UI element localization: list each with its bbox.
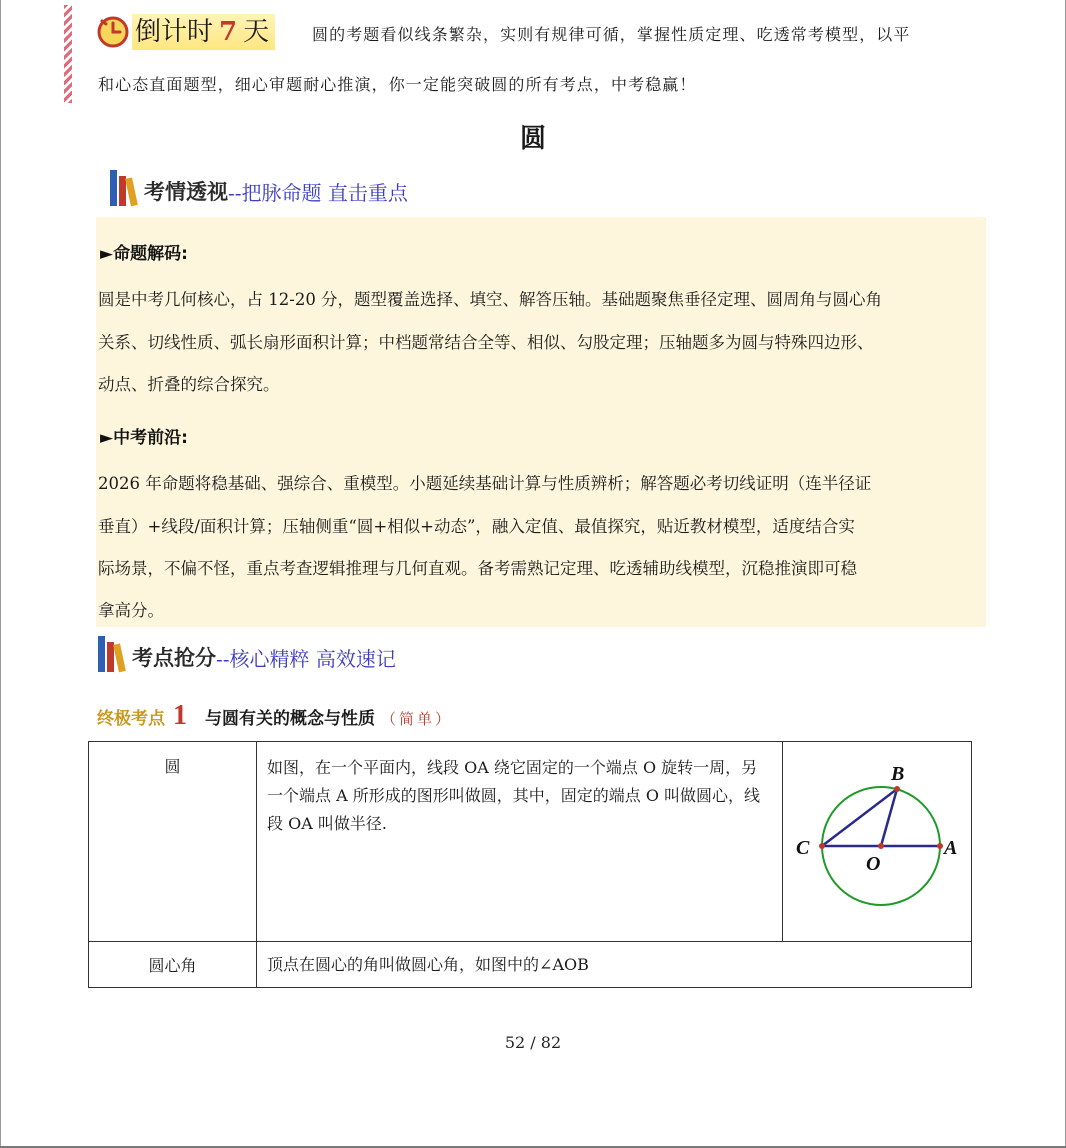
page-title: 圆 [519,124,546,154]
keypoint-heading [97,700,453,732]
definition-cell: 如图，在一个平面内，线段 OA 绕它固定的一个端点 O 旋转一周，另一个端点 A 所形成的图形叫做圆，其中，固定的端点 O 叫做圆心，线段 OA 叫做半径. [257,742,783,942]
panel-text-line: 关系、切线性质、弧长扇形面积计算；中档题常结合全等、相似、勾股定理；压轴题多为圆与特殊四边形、 [98,333,874,352]
intro-line-1: 圆的考题看似线条繁杂，实则有规律可循，掌握性质定理、吃透常考模型，以平 [312,25,911,44]
clock-icon [96,15,130,49]
panel-text-line: 动点、折叠的综合探究。 [98,375,280,394]
keypoint-title: 与圆有关的概念与性质 [205,709,375,729]
countdown-prefix: 倒计时 [135,17,214,47]
panel-heading-frontier: ►中考前沿: [100,428,188,448]
panel-text-line: 垂直）+线段/面积计算；压轴侧重“圆+相似+动态”，融入定值、最值探究，贴近教材模型，适度结合实 [98,517,855,536]
label-c: C [795,837,810,859]
table-row [89,742,972,942]
circle-diagram [783,742,971,928]
keypoint-number: 1 [173,700,187,731]
point-o [878,843,884,849]
countdown-text [132,14,275,50]
definition-cell: 顶点在圆心的角叫做圆心角，如图中的∠AOB [257,942,972,988]
table-row [89,942,972,988]
section-title: 考点抢分 [132,646,216,670]
countdown-suffix: 天 [243,17,270,47]
panel-heading-decode: ►命题解码: [100,244,188,264]
radius-ob [881,789,897,846]
section-subtitle: --把脉命题 直击重点 [228,181,408,205]
decorative-stripe [64,5,72,103]
panel-text-line: 际场景，不偏不怪，重点考查逻辑推理与几何直观。备考需熟记定理、吃透辅助线模型，沉稳推演即可稳 [98,559,857,578]
point-b [894,786,900,792]
intro-line-2: 和心态直面题型，细心审题耐心推演，你一定能突破圆的所有考点，中考稳赢！ [98,75,697,94]
label-o: O [865,853,881,875]
page-number: 52 / 82 [504,1033,562,1052]
countdown-badge [96,14,275,50]
label-a: A [943,837,958,859]
countdown-number: 7 [219,17,238,47]
label-b: B [890,763,905,785]
point-a [937,843,943,849]
section-title: 考情透视 [144,180,228,204]
point-c [819,843,825,849]
books-icon [96,632,130,674]
books-icon [108,166,142,208]
difficulty-tag: （简单） [381,710,454,728]
section-heading-exam-analysis [108,162,408,208]
keypoint-label: 终极考点 [97,709,165,729]
section-heading-key-points [96,628,396,674]
chord-cb [822,789,897,846]
panel-text-line: 2026 年命题将稳基础、强综合、重模型。小题延续基础计算与性质辨析；解答题必考切线证明（连半径证 [98,474,872,493]
figure-cell [782,742,971,942]
panel-text-line: 拿高分。 [98,601,164,620]
page-edge-left [0,0,1,1148]
concept-table [88,741,972,988]
section-subtitle: --核心精粹 高效速记 [216,647,396,671]
term-cell: 圆心角 [89,942,257,988]
panel-text-line: 圆是中考几何核心，占 12-20 分，题型覆盖选择、填空、解答压轴。基础题聚焦垂径定理、圆周角与圆心角 [98,290,883,309]
term-cell: 圆 [89,742,257,942]
